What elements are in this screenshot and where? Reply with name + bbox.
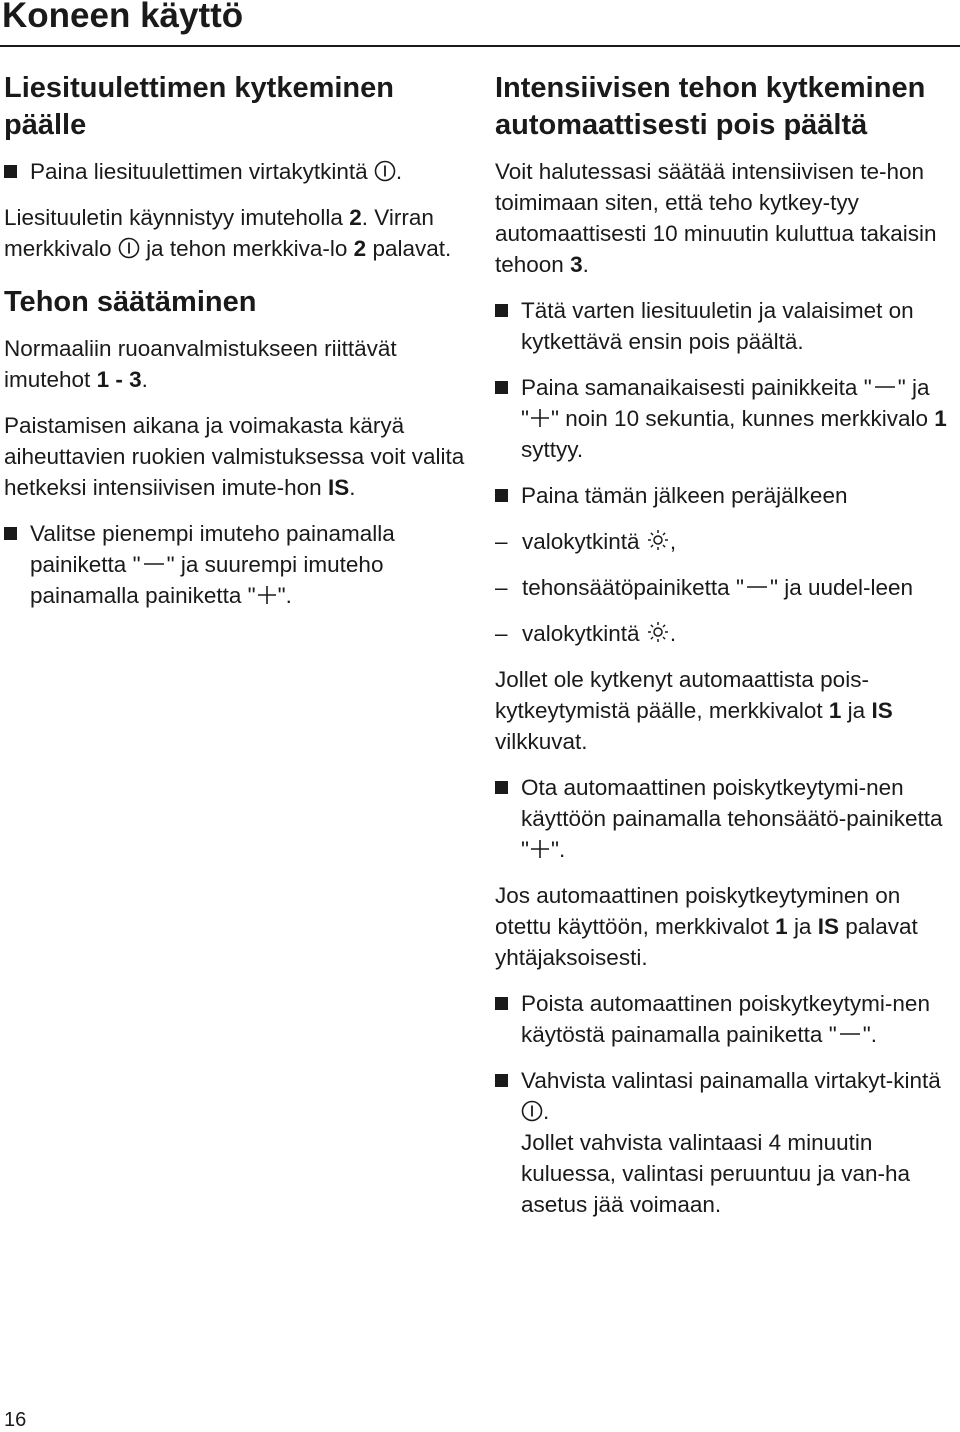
paragraph-blinking: Jollet ole kytkenyt automaattista pois-kytkeytymistä päälle, merkkivalot 1 ja IS vilkkuvat. bbox=[495, 667, 893, 754]
section-heading-power: Tehon säätäminen bbox=[4, 286, 257, 318]
instruction-press-power: Paina liesituulettimen virtakytkintä . bbox=[4, 156, 470, 187]
power-icon bbox=[374, 160, 396, 182]
minus-key-label: " ". bbox=[828, 1022, 877, 1047]
plus-icon bbox=[256, 584, 278, 606]
minus-key-label: " " bbox=[863, 375, 906, 400]
paragraph-start-info: Liesituuletin käynnistyy imuteholla 2. Virran merkkivalo ja tehon merkkiva-lo 2 palavat. bbox=[4, 205, 452, 261]
square-bullet-icon bbox=[495, 781, 508, 794]
section-heading-turn-on: Liesituulettimen kytkeminen päälle bbox=[4, 72, 394, 141]
square-bullet-icon bbox=[495, 304, 508, 317]
plus-key-label: " ". bbox=[247, 583, 292, 608]
instruction-press-both: Paina samanaikaisesti painikkeita " " ja " " noin 10 sekuntia, kunnes merkkivalo 1 syttyy. bbox=[495, 372, 957, 465]
section-heading-auto-off: Intensiivisen tehon kytkeminen automaattisesti pois päältä bbox=[495, 72, 926, 141]
plus-icon bbox=[529, 838, 551, 860]
instruction-confirm: Vahvista valintasi painamalla virtakyt-kintä . Jollet vahvista valintaasi 4 minuutin kuluessa, valintasi peruuntuu ja van-ha asetus jää voimaan. bbox=[495, 1065, 957, 1220]
light-bulb-icon bbox=[646, 528, 670, 552]
minus-icon bbox=[837, 1023, 863, 1045]
minus-key-label: " " bbox=[735, 575, 778, 600]
square-bullet-icon bbox=[4, 527, 17, 540]
power-icon bbox=[521, 1100, 543, 1122]
page-title: Koneen käyttö bbox=[2, 0, 244, 35]
instruction-disable-auto: Poista automaattinen poiskytkeytymi-nen käytöstä painamalla painiketta " ". bbox=[495, 988, 957, 1050]
minus-icon bbox=[872, 376, 898, 398]
instruction-enable-auto: Ota automaattinen poiskytkeytymi-nen käyttöön painamalla tehonsäätö-painiketta " ". bbox=[495, 772, 957, 865]
paragraph-continuous: Jos automaattinen poiskytkeytyminen on otettu käyttöön, merkkivalot 1 ja IS palavat yhtäjaksoisesti. bbox=[495, 883, 918, 970]
header-rule bbox=[0, 45, 960, 47]
right-column bbox=[495, 70, 957, 1235]
instruction-turn-off-first: Tätä varten liesituuletin ja valaisimet on kytkettävä ensin pois päältä. bbox=[495, 295, 957, 357]
page-number: 16 bbox=[4, 1409, 27, 1431]
square-bullet-icon bbox=[495, 1074, 508, 1087]
minus-key-label: " " bbox=[132, 552, 175, 577]
left-column bbox=[4, 70, 470, 626]
instruction-then-sequence: Paina tämän jälkeen peräjälkeen bbox=[495, 480, 957, 511]
dash-item-light-switch: – valokytkintä , bbox=[495, 529, 677, 554]
square-bullet-icon bbox=[495, 381, 508, 394]
square-bullet-icon bbox=[495, 997, 508, 1010]
square-bullet-icon bbox=[495, 489, 508, 502]
plus-icon bbox=[529, 407, 551, 429]
square-bullet-icon bbox=[4, 165, 17, 178]
light-bulb-icon bbox=[646, 620, 670, 644]
plus-key-label: " ". bbox=[521, 837, 566, 862]
plus-key-label: " " bbox=[521, 406, 559, 431]
dash-item-power-button: – tehonsäätöpainiketta " " ja uudel-leen bbox=[495, 575, 914, 600]
paragraph-normal-power: Normaaliin ruoanvalmistukseen riittävät imutehot 1 - 3. bbox=[4, 336, 397, 392]
instruction-select-power: Valitse pienempi imuteho painamalla painiketta " " ja suurempi imuteho painamalla painiketta " ". bbox=[4, 518, 470, 611]
power-icon bbox=[118, 237, 140, 259]
paragraph-auto-info: Voit halutessasi säätää intensiivisen te-hon toimimaan siten, että teho kytkey-tyy automaattisesti 10 minuutin kuluttua takaisin tehoon 3. bbox=[495, 159, 937, 277]
dash-item-light-switch-2: – valokytkintä . bbox=[495, 621, 677, 646]
paragraph-intensive: Paistamisen aikana ja voimakasta käryä aiheuttavien ruokien valmistuksessa voit valita hetkeksi intensiivisen imute-hon IS. bbox=[4, 413, 465, 500]
minus-icon bbox=[744, 576, 770, 598]
minus-icon bbox=[141, 553, 167, 575]
